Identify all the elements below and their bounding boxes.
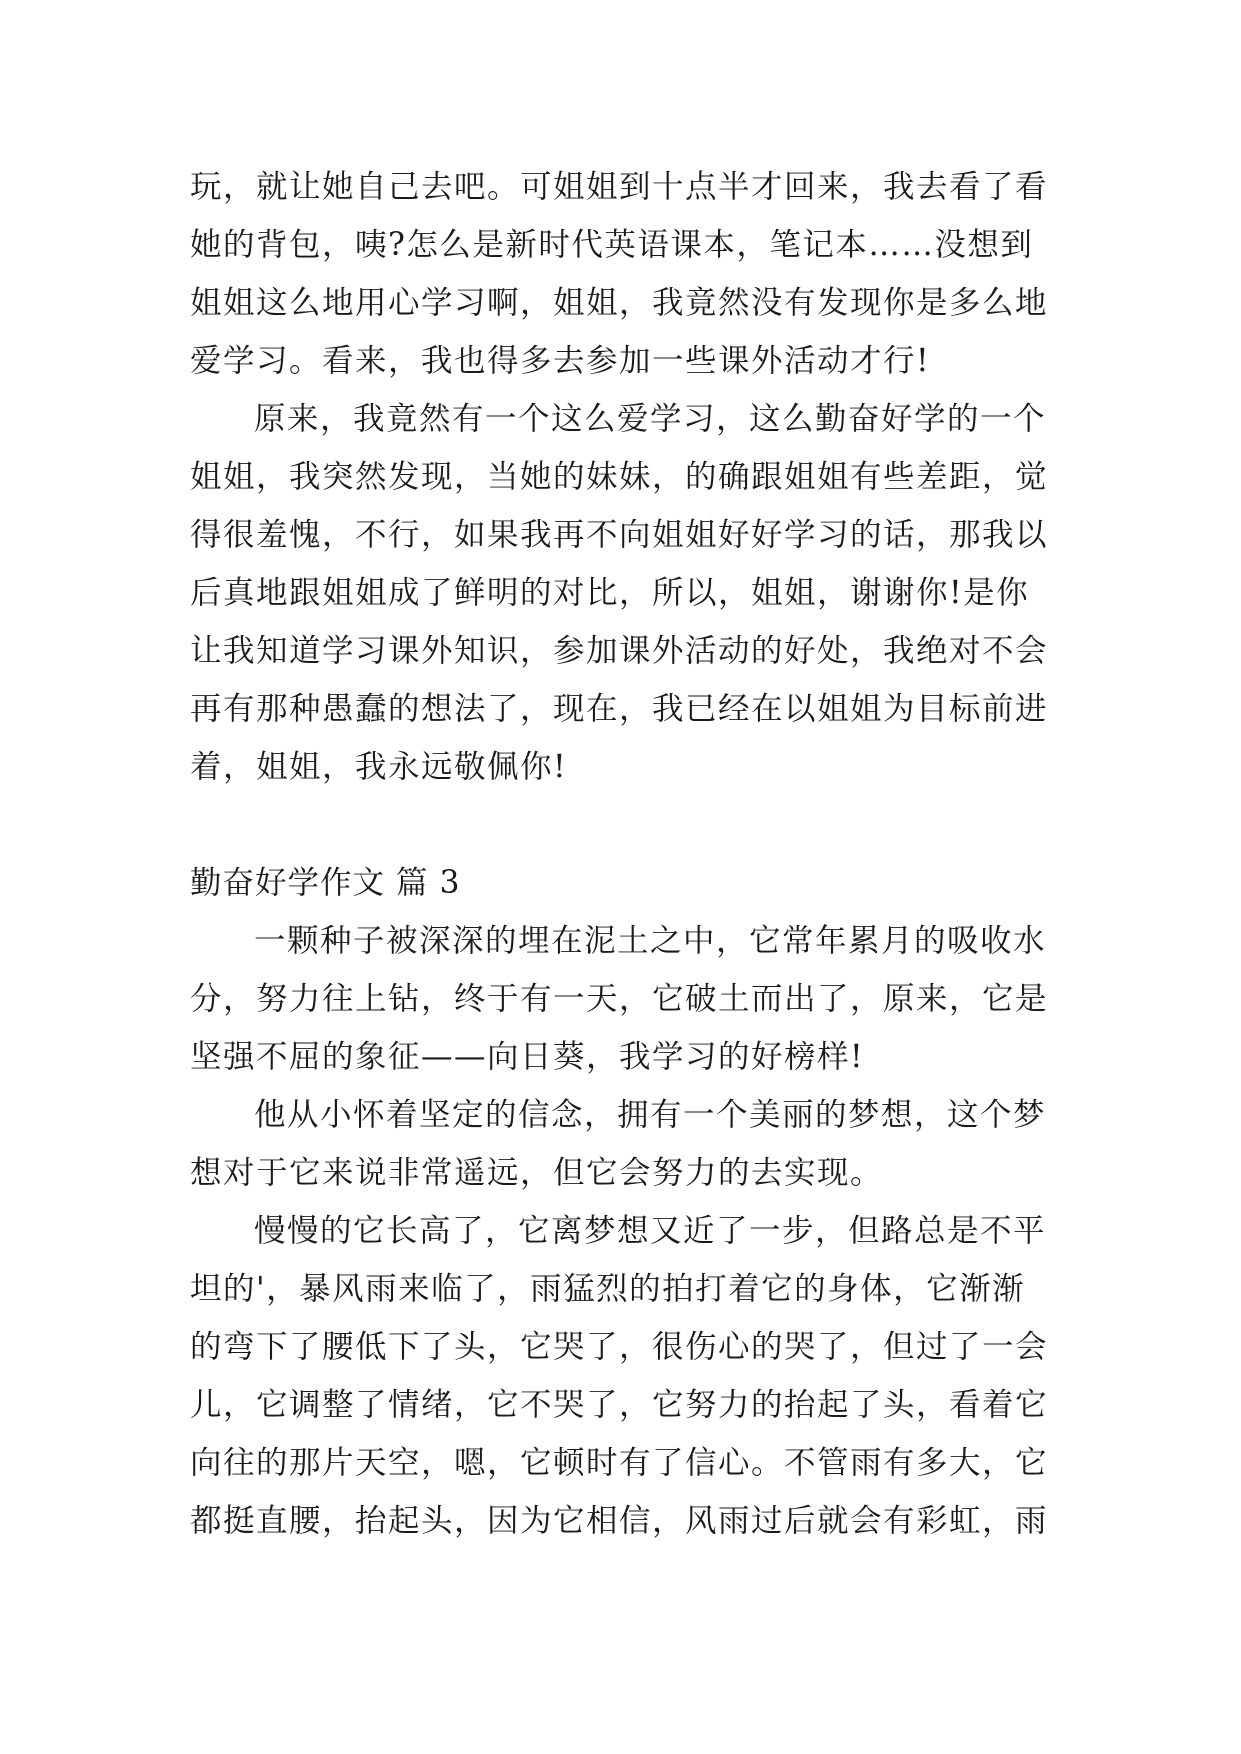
text-line: 姐姐，我突然发现，当她的妹妹，的确跟姐姐有些差距，觉: [190, 459, 1049, 495]
text-line: 都挺直腰，抬起头，因为它相信，风雨过后就会有彩虹，雨: [190, 1503, 1049, 1539]
text-line: 着，姐姐，我永远敬佩你!: [190, 749, 568, 785]
text-line: 坦的'，暴风雨来临了，雨猛烈的拍打着它的身体，它渐渐: [190, 1271, 1026, 1307]
text-line: 想对于它来说非常遥远，但它会努力的去实现。: [190, 1155, 884, 1191]
text-line: 向往的那片天空，嗯，它顿时有了信心。不管雨有多大，它: [190, 1445, 1049, 1481]
text-line: 再有那种愚蠢的想法了，现在，我已经在以姐姐为目标前进: [190, 691, 1049, 727]
paragraph-first-line: 慢慢的它长高了，它离梦想又近了一步，但路总是不平: [254, 1213, 1047, 1249]
text-line: 的弯下了腰低下了头，它哭了，很伤心的哭了，但过了一会: [190, 1329, 1049, 1365]
text-line: 爱学习。看来，我也得多去参加一些课外活动才行!: [190, 343, 931, 379]
paragraph-first-line: 他从小怀着坚定的信念，拥有一个美丽的梦想，这个梦: [254, 1097, 1047, 1133]
text-line: 玩，就让她自己去吧。可姐姐到十点半才回来，我去看了看: [190, 169, 1049, 205]
text-line: 得很羞愧，不行，如果我再不向姐姐好好学习的话，那我以: [190, 517, 1049, 553]
text-line: 让我知道学习课外知识，参加课外活动的好处，我绝对不会: [190, 633, 1049, 669]
text-line: 坚强不屈的象征——向日葵，我学习的好榜样!: [190, 1039, 865, 1075]
text-line: 儿，它调整了情绪，它不哭了，它努力的抬起了头，看着它: [190, 1387, 1049, 1423]
section-heading: 勤奋好学作文 篇 3: [190, 865, 461, 901]
text-line: 后真地跟姐姐成了鲜明的对比，所以，姐姐，谢谢你!是你: [190, 575, 1030, 611]
paragraph-first-line: 原来，我竟然有一个这么爱学习，这么勤奋好学的一个: [254, 401, 1047, 437]
text-line: 她的背包，咦?怎么是新时代英语课本，笔记本……没想到: [190, 227, 1034, 263]
text-line: 分，努力往上钻，终于有一天，它破土而出了，原来，它是: [190, 981, 1049, 1017]
text-line: 姐姐这么地用心学习啊，姐姐，我竟然没有发现你是多么地: [190, 285, 1049, 321]
paragraph-first-line: 一颗种子被深深的埋在泥土之中，它常年累月的吸收水: [254, 923, 1047, 959]
